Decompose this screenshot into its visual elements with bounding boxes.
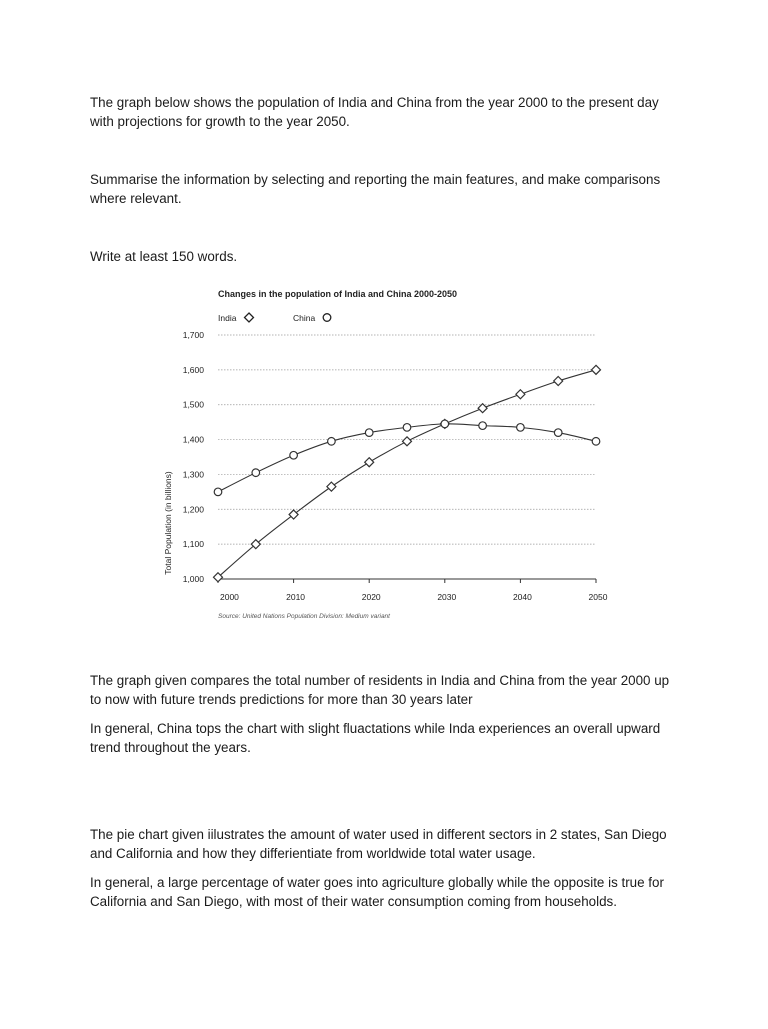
india-data-point (592, 365, 601, 374)
china-data-point (554, 429, 562, 437)
y-axis-ticks (183, 330, 205, 584)
y-tick-label: 1,300 (182, 469, 204, 480)
india-data-point (365, 458, 374, 467)
china-data-point (517, 424, 525, 432)
india-data-point (554, 377, 563, 386)
india-data-point (516, 390, 525, 399)
china-data-point (365, 429, 373, 437)
china-data-point (290, 451, 298, 459)
chart-legend (218, 313, 331, 323)
y-tick-label: 1,000 (182, 574, 204, 584)
india-data-point (251, 540, 260, 549)
instruction-paragraph: Summarise the information by selecting and reporting the main features, and make comparisons where relevant. (90, 172, 661, 206)
india-data-point (478, 404, 487, 413)
chart-series (214, 365, 601, 581)
word-count-instruction: Write at least 150 words. (90, 249, 238, 264)
india-data-point (440, 419, 449, 428)
legend-diamond-marker (245, 313, 254, 322)
y-axis-label: Total Population (in billions) (163, 471, 173, 575)
instruction-paragraph: The graph below shows the population of India and China from the year 2000 to the present day with projections for growth to the year 2050. (90, 95, 659, 129)
y-tick-label: 1,600 (182, 364, 204, 375)
india-data-point (214, 573, 223, 582)
india-series-line (218, 370, 596, 577)
legend-circle-marker (323, 314, 331, 322)
china-data-point (441, 420, 449, 428)
china-series-line (218, 424, 596, 492)
china-data-point (214, 488, 222, 496)
china-data-point (328, 438, 336, 446)
x-tick-label: 2040 (512, 592, 532, 602)
india-data-point (289, 510, 298, 519)
y-tick-label: 1,400 (182, 434, 204, 445)
y-tick-label: 1,200 (182, 504, 204, 515)
india-data-point (403, 437, 412, 446)
y-tick-label: 1,500 (182, 399, 204, 410)
x-tick-label: 2010 (286, 592, 306, 602)
chart-gridlines (218, 335, 596, 544)
india-data-point (327, 482, 336, 491)
x-tick-label: 2020 (361, 592, 381, 602)
y-tick-label: 1,700 (182, 330, 204, 340)
response-paragraph: In general, China tops the chart with slight fluactations while Inda experiences an overall upward trend throughout the years. (90, 721, 661, 755)
legend-label-china: China (293, 313, 316, 323)
y-tick-label: 1,100 (182, 539, 204, 550)
response-paragraph: In general, a large percentage of water goes into agriculture globally while the opposite is true for California and San Diego, with most of their water consumption coming from households. (90, 875, 664, 909)
china-data-point (252, 469, 260, 477)
x-tick-label: 2000 (220, 592, 239, 602)
china-data-point (592, 438, 600, 446)
chart-title: Changes in the population of India and China 2000-2050 (218, 289, 458, 299)
x-tick-label: 2050 (588, 592, 608, 602)
chart-source-note: Source: United Nations Population Division: Medium variant (218, 613, 390, 620)
response-paragraph: The graph given compares the total number of residents in India and China from the year 2000 up to now with future trends predictions for more than 30 years later (90, 673, 670, 707)
x-tick-label: 2030 (437, 592, 457, 602)
x-axis (218, 579, 608, 602)
china-data-point (479, 422, 487, 430)
china-data-point (403, 424, 411, 432)
response-paragraph: The pie chart given iilustrates the amount of water used in different sectors in 2 states, San Diego and California and how they differientiate from worldwide total water usage. (90, 827, 667, 861)
legend-label-india: India (218, 313, 237, 323)
